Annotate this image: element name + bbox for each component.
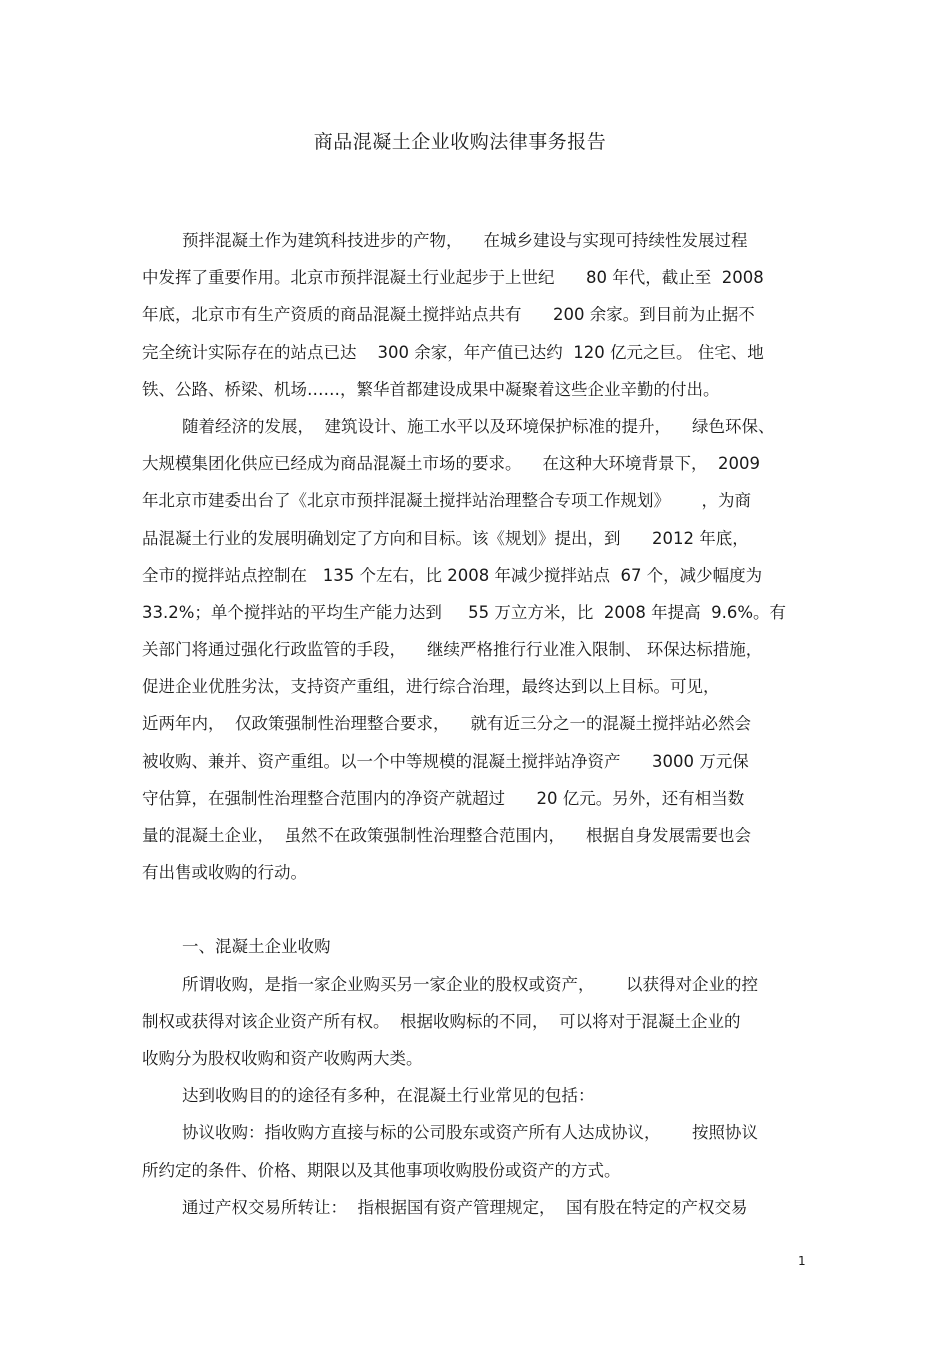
paragraph-line: 制权或获得对该企业资产所有权。 根据收购标的不同， 可以将对于混凝土企业的 xyxy=(142,1011,741,1031)
paragraph-line: 协议收购：指收购方直接与标的公司股东或资产所有人达成协议， 按照协议 xyxy=(182,1123,758,1143)
page-number: 1 xyxy=(798,1254,806,1268)
paragraph-line: 预拌混凝土作为建筑科技进步的产物， 在城乡建设与实现可持续性发展过程 xyxy=(182,231,748,250)
document-body xyxy=(142,222,812,1226)
paragraph-line: 年底，北京市有生产资质的商品混凝土搅拌站点共有 200 余家。到目前为止据不 xyxy=(142,305,755,325)
paragraph-line: 有出售或收购的行动。 xyxy=(142,863,307,883)
paragraph-line: 年北京市建委出台了《北京市预拌混凝土搅拌站治理整合专项工作规划》 ，为商 xyxy=(142,491,751,511)
paragraph-line: 铁、公路、桥梁、机场……，繁华首都建设成果中凝聚着这些企业辛勤的付出。 xyxy=(142,379,720,399)
paragraph-line: 全市的搅拌站点控制在 135 个左右，比 2008 年减少搅拌站点 67 个，减少幅度为 xyxy=(142,565,763,585)
paragraph-line: 近两年内， 仅政策强制性治理整合要求， 就有近三分之一的混凝土搅拌站必然会 xyxy=(142,714,751,734)
document-title: 商品混凝土企业收购法律事务报告 xyxy=(313,131,607,153)
paragraph-line: 收购分为股权收购和资产收购两大类。 xyxy=(142,1048,423,1068)
paragraph-line: 中发挥了重要作用。北京市预拌混凝土行业起步于上世纪 80 年代，截止至 2008 xyxy=(142,268,764,288)
paragraph-line: 随着经济的发展， 建筑设计、施工水平以及环境保护标准的提升， 绿色环保、 xyxy=(182,416,775,436)
section-heading: 一、混凝土企业收购 xyxy=(182,937,331,957)
paragraph-line: 所谓收购，是指一家企业购买另一家企业的股权或资产， 以获得对企业的控 xyxy=(182,974,758,994)
paragraph-line: 33.2%；单个搅拌站的平均生产能力达到 55 万立方米，比 2008 年提高 9.6%。有 xyxy=(142,602,787,622)
section-gap xyxy=(142,891,812,928)
paragraph-line: 被收购、兼并、资产重组。以一个中等规模的混凝土搅拌站净资产 3000 万元保 xyxy=(142,751,749,771)
paragraph-line: 达到收购目的的途径有多种，在混凝土行业常见的包括： xyxy=(182,1086,595,1106)
paragraph-line: 促进企业优胜劣汰，支持资产重组，进行综合治理，最终达到以上目标。可见， xyxy=(142,677,720,697)
paragraph-line: 完全统计实际存在的站点已达 300 余家，年产值已达约 120 亿元之巨。 住宅、地 xyxy=(142,342,764,362)
paragraph-line: 关部门将通过强化行政监管的手段， 继续严格推行行业准入限制、 环保达标措施， xyxy=(142,640,763,660)
paragraph-line: 所约定的条件、价格、期限以及其他事项收购股份或资产的方式。 xyxy=(142,1160,621,1180)
paragraph-line: 守估算，在强制性治理整合范围内的净资产就超过 20 亿元。另外，还有相当数 xyxy=(142,788,745,808)
paragraph-line: 量的混凝土企业， 虽然不在政策强制性治理整合范围内， 根据自身发展需要也会 xyxy=(142,826,751,845)
paragraph-line: 大规模集团化供应已经成为商品混凝土市场的要求。 在这种大环境背景下， 2009 xyxy=(142,454,760,474)
paragraph-line: 品混凝土行业的发展明确划定了方向和目标。该《规划》提出，到 2012 年底， xyxy=(142,528,749,548)
paragraph-line: 通过产权交易所转让： 指根据国有资产管理规定， 国有股在特定的产权交易 xyxy=(182,1197,748,1217)
